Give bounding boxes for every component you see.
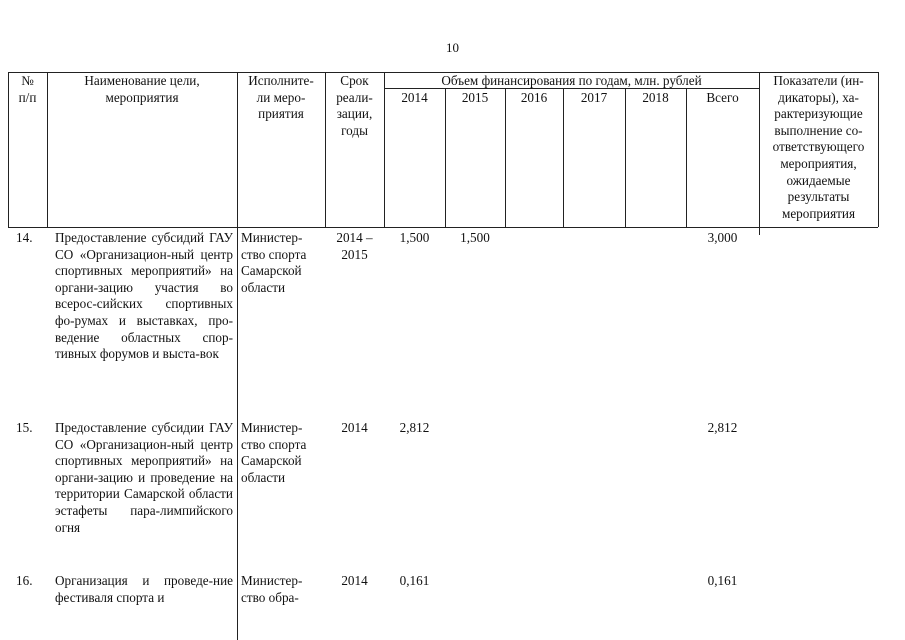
header-indicators: Показатели (ин- дикаторы), ха- рактеризующие выполнение со- ответствующего мероприятия, ожидаемые результаты мероприятия xyxy=(772,73,865,221)
row-executor: Министер-ство спорта Самарской области xyxy=(241,420,307,485)
row-total: 3,000 xyxy=(707,230,738,245)
row-number: 15. xyxy=(16,420,33,435)
row-executor: Министер-ство спорта Самарской области xyxy=(241,230,307,295)
row-executor: Министер-ство обра- xyxy=(241,573,303,605)
row-term: 2014 xyxy=(341,420,368,435)
header-term: Срок реали- зации, годы xyxy=(336,73,373,138)
row-number: 14. xyxy=(16,230,33,245)
header-total: Всего xyxy=(706,90,739,105)
row-name: Организация и проведе-ние фестиваля спорта и xyxy=(55,573,233,605)
header-year-2014: 2014 xyxy=(401,90,428,105)
header-year-2017: 2017 xyxy=(580,90,608,105)
row-term: 2014 – 2015 xyxy=(336,230,373,262)
header-year-2018: 2018 xyxy=(642,90,669,105)
row-term: 2014 xyxy=(341,573,368,588)
row-value-2014: 0,161 xyxy=(399,573,430,588)
header-executor: Исполните- ли меро- приятия xyxy=(248,73,314,122)
row-value-2014: 1,500 xyxy=(399,230,430,245)
row-total: 2,812 xyxy=(707,420,738,435)
row-name: Предоставление субсидии ГАУ СО «Организацион-ный центр спортивных мероприятий» на органи-зацию и проведение на территории Самарской области эстафеты пара-лимпийского огня xyxy=(55,420,233,535)
header-name: Наименование цели, мероприятия xyxy=(84,73,200,105)
row-value-2014: 2,812 xyxy=(399,420,430,435)
row-value-2015: 1,500 xyxy=(460,230,490,245)
header-funding: Объем финансирования по годам, млн. рублей xyxy=(441,73,702,88)
header-year-2015: 2015 xyxy=(461,90,489,105)
row-number: 16. xyxy=(16,573,33,588)
page-number: 10 xyxy=(446,40,459,55)
header-year-2016: 2016 xyxy=(520,90,548,105)
row-total: 0,161 xyxy=(707,573,738,588)
row-name: Предоставление субсидий ГАУ СО «Организацион-ный центр спортивных мероприятий» на органи-зацию участия во всерос-сийских спортивных фо-румах и выставках, про-ведение областных спор-тивных форумов и выста-вок xyxy=(55,230,233,362)
header-num: № п/п xyxy=(18,73,37,105)
